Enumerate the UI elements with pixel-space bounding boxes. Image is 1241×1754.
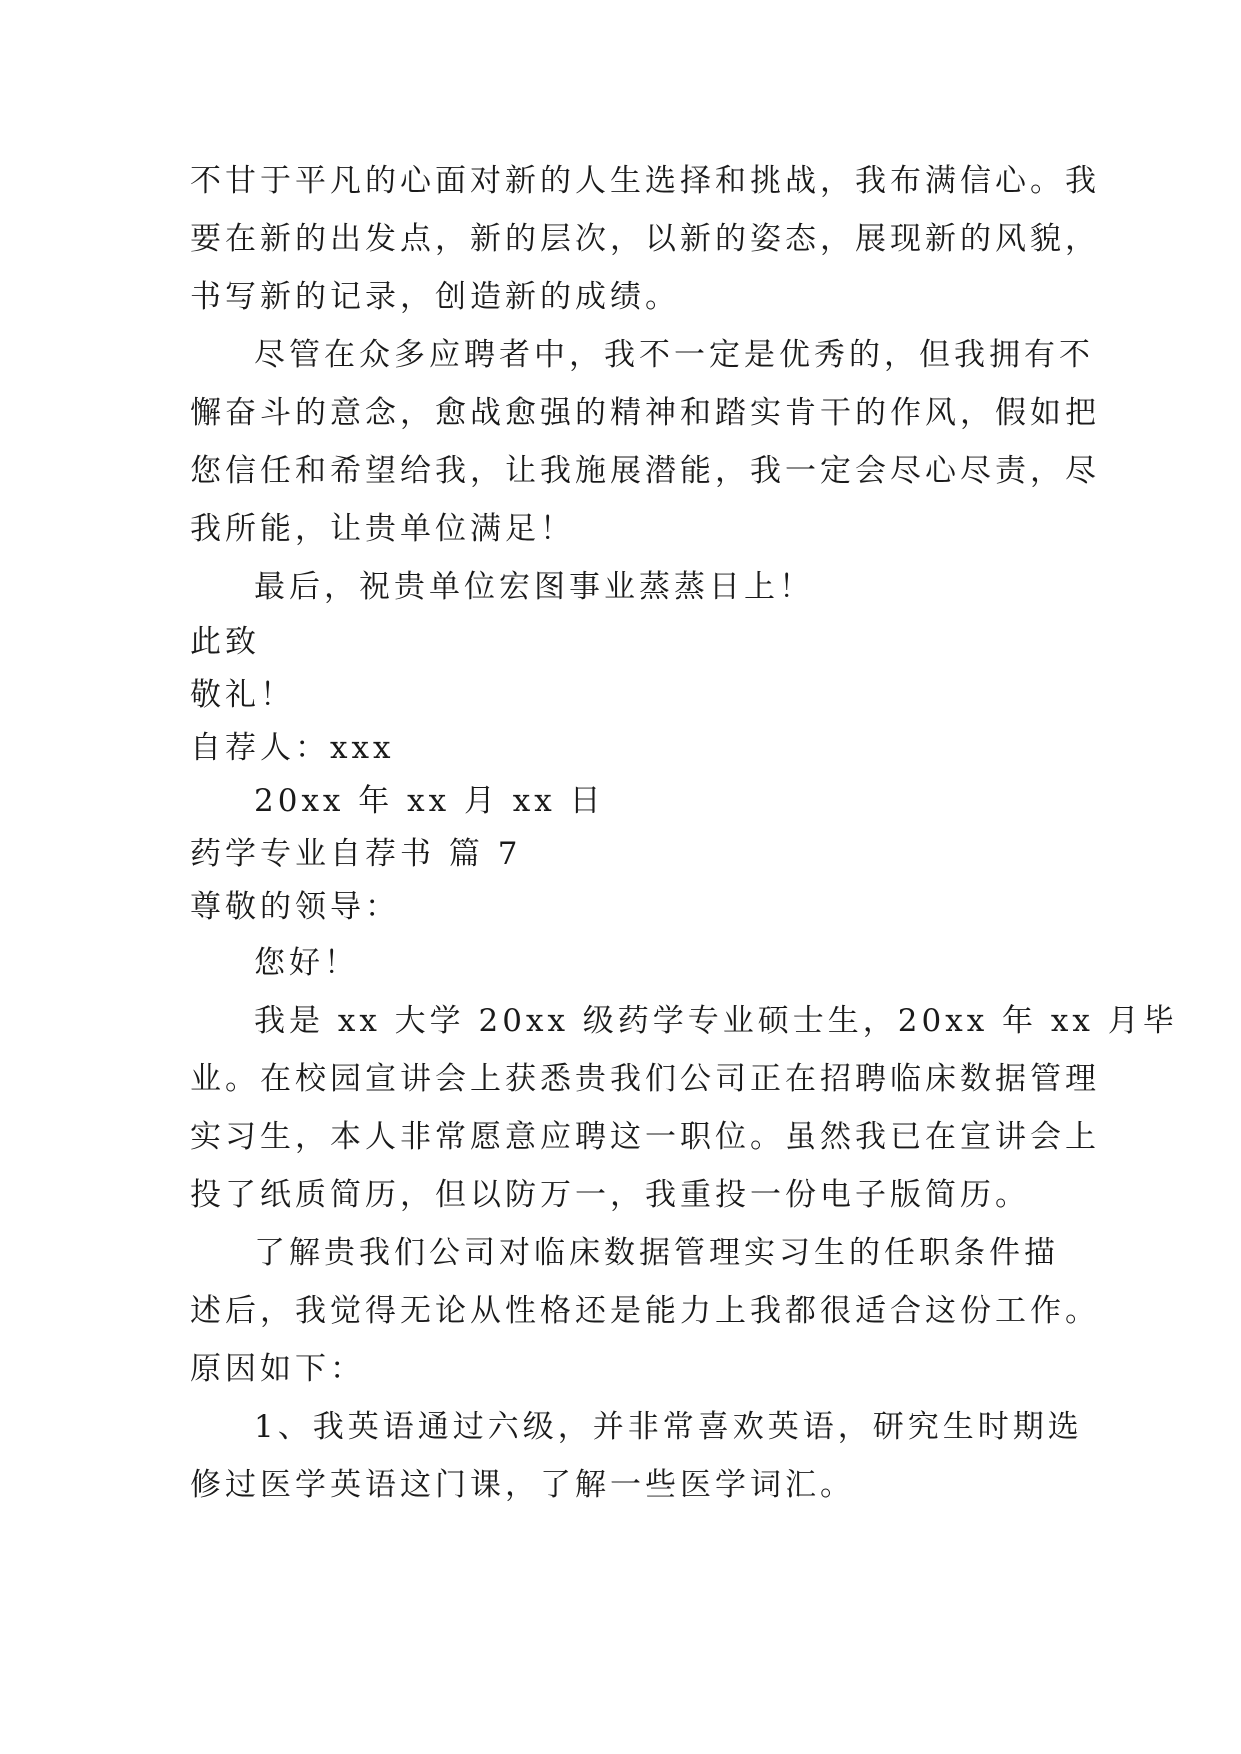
paragraph-line: 了解贵我们公司对临床数据管理实习生的任职条件描 <box>254 1235 1059 1271</box>
paragraph-line: 我是 xx 大学 20xx 级药学专业硕士生，20xx 年 xx 月毕 <box>254 1003 1178 1039</box>
salutation: 尊敬的领导： <box>190 889 400 925</box>
greeting: 您好！ <box>254 945 359 981</box>
paragraph-line: 尽管在众多应聘者中，我不一定是优秀的，但我拥有不 <box>254 337 1094 373</box>
paragraph-line: 投了纸质简历，但以防万一，我重投一份电子版简历。 <box>190 1177 1030 1213</box>
paragraph-line: 修过医学英语这门课，了解一些医学词汇。 <box>190 1467 855 1503</box>
paragraph-line: 我所能，让贵单位满足！ <box>190 511 575 547</box>
paragraph-line: 不甘于平凡的心面对新的人生选择和挑战，我布满信心。我 <box>190 163 1100 199</box>
closing-line: 敬礼！ <box>190 677 295 713</box>
paragraph-line: 要在新的出发点，新的层次，以新的姿态，展现新的风貌， <box>190 221 1100 257</box>
paragraph-line: 原因如下： <box>190 1351 365 1387</box>
date-line: 20xx 年 xx 月 xx 日 <box>254 783 605 819</box>
signature-line: 自荐人：xxx <box>190 730 395 766</box>
document-page <box>190 152 1178 1514</box>
closing-line: 此致 <box>190 624 260 660</box>
paragraph-line: 懈奋斗的意念，愈战愈强的精神和踏实肯干的作风，假如把 <box>190 395 1100 431</box>
paragraph-line: 书写新的记录，创造新的成绩。 <box>190 279 680 315</box>
paragraph-line: 实习生，本人非常愿意应聘这一职位。虽然我已在宣讲会上 <box>190 1119 1100 1155</box>
paragraph-line: 业。在校园宣讲会上获悉贵我们公司正在招聘临床数据管理 <box>190 1061 1100 1097</box>
section-title: 药学专业自荐书 篇 7 <box>190 836 522 872</box>
paragraph-line: 述后，我觉得无论从性格还是能力上我都很适合这份工作。 <box>190 1293 1100 1329</box>
paragraph-line: 最后，祝贵单位宏图事业蒸蒸日上！ <box>254 569 814 605</box>
paragraph-line: 您信任和希望给我，让我施展潜能，我一定会尽心尽责，尽 <box>190 453 1100 489</box>
paragraph-line: 1、我英语通过六级，并非常喜欢英语，研究生时期选 <box>254 1409 1083 1445</box>
